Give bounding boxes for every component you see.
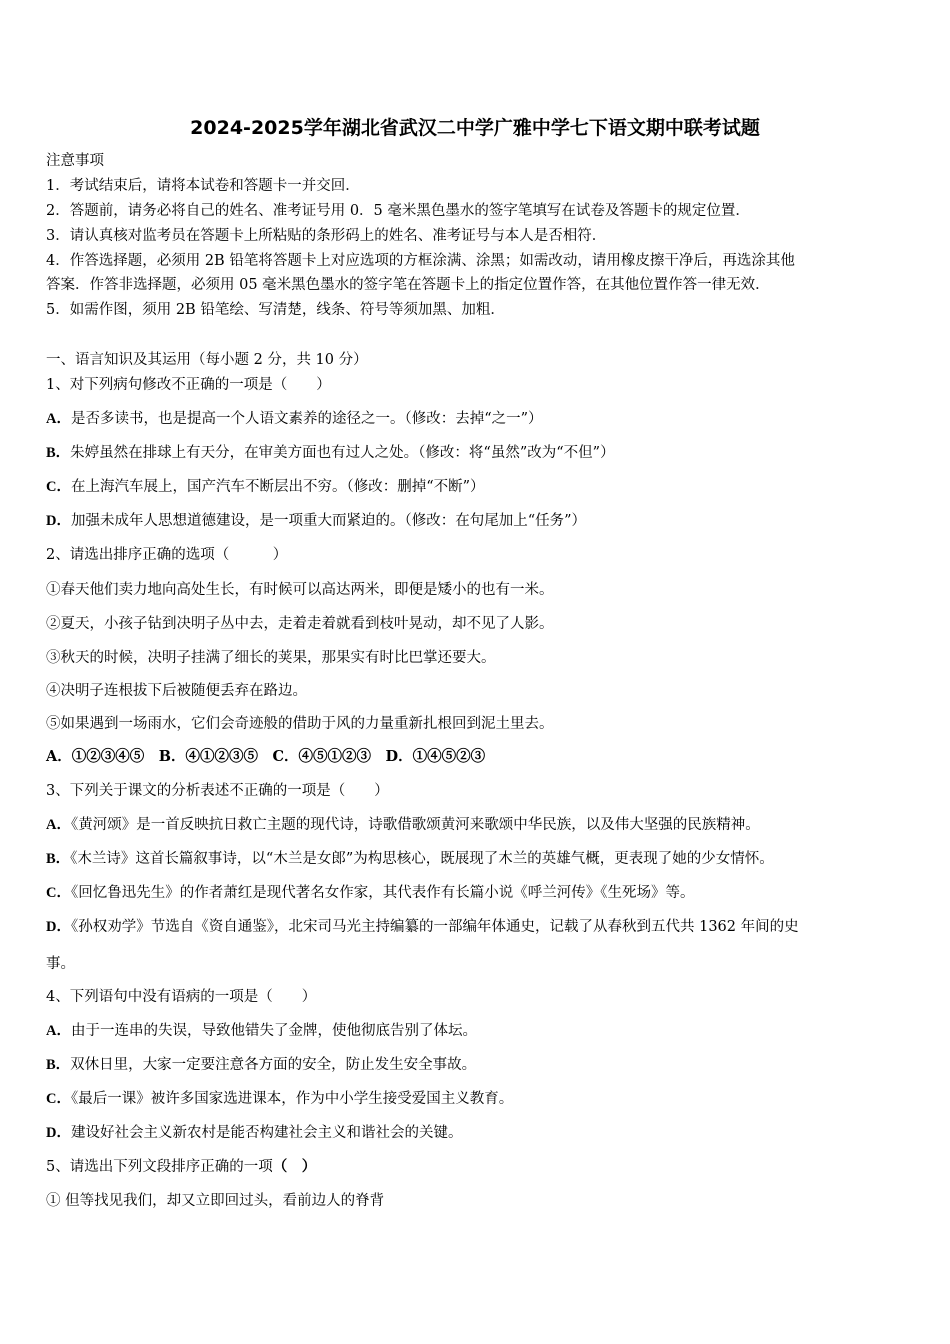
option-text: 《黄河颂》是一首反映抗日救亡主题的现代诗，诗歌借歌颂黄河来歌颂中华民族，以及伟大坚强的民族精神。	[70, 817, 760, 833]
option-text: 《最后一课》被许多国家选进课本，作为中小学生接受爱国主义教育。	[70, 1091, 514, 1107]
q4-option-d	[46, 1123, 462, 1143]
option-label: B．	[46, 445, 71, 461]
q3-option-c	[46, 883, 694, 903]
option-text: 朱婷虽然在排球上有天分，在审美方面也有过人之处。（修改：将“虽然”改为“不但”）	[70, 445, 615, 461]
q5-stem	[46, 1157, 316, 1177]
q4-option-b	[46, 1055, 476, 1075]
notice-item-2: 2．答题前，请务必将自己的姓名、准考证号用 0．5 毫米黑色墨水的签字笔填写在试卷及答题卡的规定位置．	[46, 203, 750, 219]
q2-sentence-3: ③秋天的时候，决明子挂满了细长的荚果，那果实有时比巴掌还要大。	[46, 650, 496, 666]
notice-item-4-cont: 答案．作答非选择题，必须用 05 毫米黑色墨水的签字笔在答题卡上的指定位置作答，在其他位置作答一律无效．	[46, 277, 770, 293]
q3-option-b	[46, 849, 774, 869]
notice-item-3: 3．请认真核对监考员在答题卡上所粘贴的条形码上的姓名、准考证号与本人是否相符．	[46, 228, 607, 244]
option-label: B．	[46, 1057, 71, 1073]
option-label: C．	[46, 479, 71, 495]
q3-option-d	[46, 917, 799, 937]
q1-option-c	[46, 477, 485, 497]
option-text: 建设好社会主义新农村是能否构建社会主义和谐社会的关键。	[70, 1125, 463, 1141]
option-text: 在上海汽车展上，国产汽车不断层出不穷。（修改：删掉“不断”）	[70, 479, 485, 495]
notice-heading: 注意事项	[46, 153, 104, 169]
notice-item-1: 1．考试结束后，请将本试卷和答题卡一并交回．	[46, 178, 360, 194]
q2-options: A．①②③④⑤ B．④①②③⑤ C．④⑤①②③ D．①④⑤②③	[46, 748, 486, 765]
section-heading: 一、语言知识及其运用（每小题 2 分，共 10 分）	[46, 352, 368, 368]
q1-stem: 1、对下列病句修改不正确的一项是（ ）	[46, 377, 331, 393]
q1-option-b	[46, 443, 615, 463]
option-label: D．	[46, 513, 71, 529]
option-label: D．	[46, 1125, 71, 1141]
page-title: 2024-2025学年湖北省武汉二中学广雅中学七下语文期中联考试题	[190, 117, 760, 139]
option-label: B．	[46, 851, 71, 867]
q5-first-sentence: ① 但等找见我们，却又立即回过头，看前边人的脊背	[46, 1193, 385, 1209]
option-label: A．	[46, 1023, 71, 1039]
q5-paren: （ ）	[272, 1158, 317, 1175]
q1-option-d	[46, 511, 586, 531]
q3-stem: 3、下列关于课文的分析表述不正确的一项是（ ）	[46, 783, 389, 799]
option-text: 是否多读书，也是提高一个人语文素养的途径之一。（修改：去掉“之一”）	[70, 411, 543, 427]
option-label: D．	[46, 919, 71, 935]
q2-sentence-2: ②夏天，小孩子钻到决明子丛中去，走着走着就看到枝叶晃动，却不见了人影。	[46, 616, 554, 632]
option-label: A．	[46, 411, 71, 427]
option-text: 《回忆鲁迅先生》的作者萧红是现代著名女作家，其代表作有长篇小说《呼兰河传》《生死场》等。	[70, 885, 695, 901]
option-text: 双休日里，大家一定要注意各方面的安全，防止发生安全事故。	[70, 1057, 477, 1073]
option-label: A．	[46, 817, 71, 833]
q1-option-a	[46, 409, 543, 429]
option-label: C．	[46, 1091, 71, 1107]
q2-sentence-1: ①春天他们卖力地向高处生长，有时候可以高达两米，即便是矮小的也有一米。	[46, 582, 554, 598]
q2-stem: 2、请选出排序正确的选项（ ）	[46, 547, 288, 563]
q4-option-a	[46, 1021, 477, 1041]
q4-stem: 4、下列语句中没有语病的一项是（ ）	[46, 989, 317, 1005]
option-text: 由于一连串的失误，导致他错失了金牌，使他彻底告别了体坛。	[70, 1023, 477, 1039]
q2-sentence-5: ⑤如果遇到一场雨水，它们会奇迹般的借助于风的力量重新扎根回到泥土里去。	[46, 716, 554, 732]
option-text: 加强未成年人思想道德建设，是一项重大而紧迫的。（修改：在句尾加上“任务”）	[70, 513, 587, 529]
q3-option-a	[46, 815, 760, 835]
q2-sentence-4: ④决明子连根拔下后被随便丢弃在路边。	[46, 683, 307, 699]
option-label: C．	[46, 885, 71, 901]
notice-item-5: 5．如需作图，须用 2B 铅笔绘、写清楚，线条、符号等须加黑、加粗．	[46, 302, 505, 318]
q3-option-d-cont: 事。	[46, 956, 75, 972]
notice-item-4: 4．作答选择题，必须用 2B 铅笔将答题卡上对应选项的方框涂满、涂黑；如需改动，请用橡皮擦干净后，再选涂其他	[46, 253, 795, 269]
option-text: 《孙权劝学》节选自《资自通鉴》，北宋司马光主持编纂的一部编年体通史，记载了从春秋到五代共 1362 年间的史	[70, 919, 799, 935]
option-text: 《木兰诗》这首长篇叙事诗，以“木兰是女郎”为构思核心，既展现了木兰的英雄气概，更表现了她的少女情怀。	[70, 851, 774, 867]
q5-stem-text: 5、请选出下列文段排序正确的一项	[46, 1159, 273, 1175]
q4-option-c	[46, 1089, 513, 1109]
